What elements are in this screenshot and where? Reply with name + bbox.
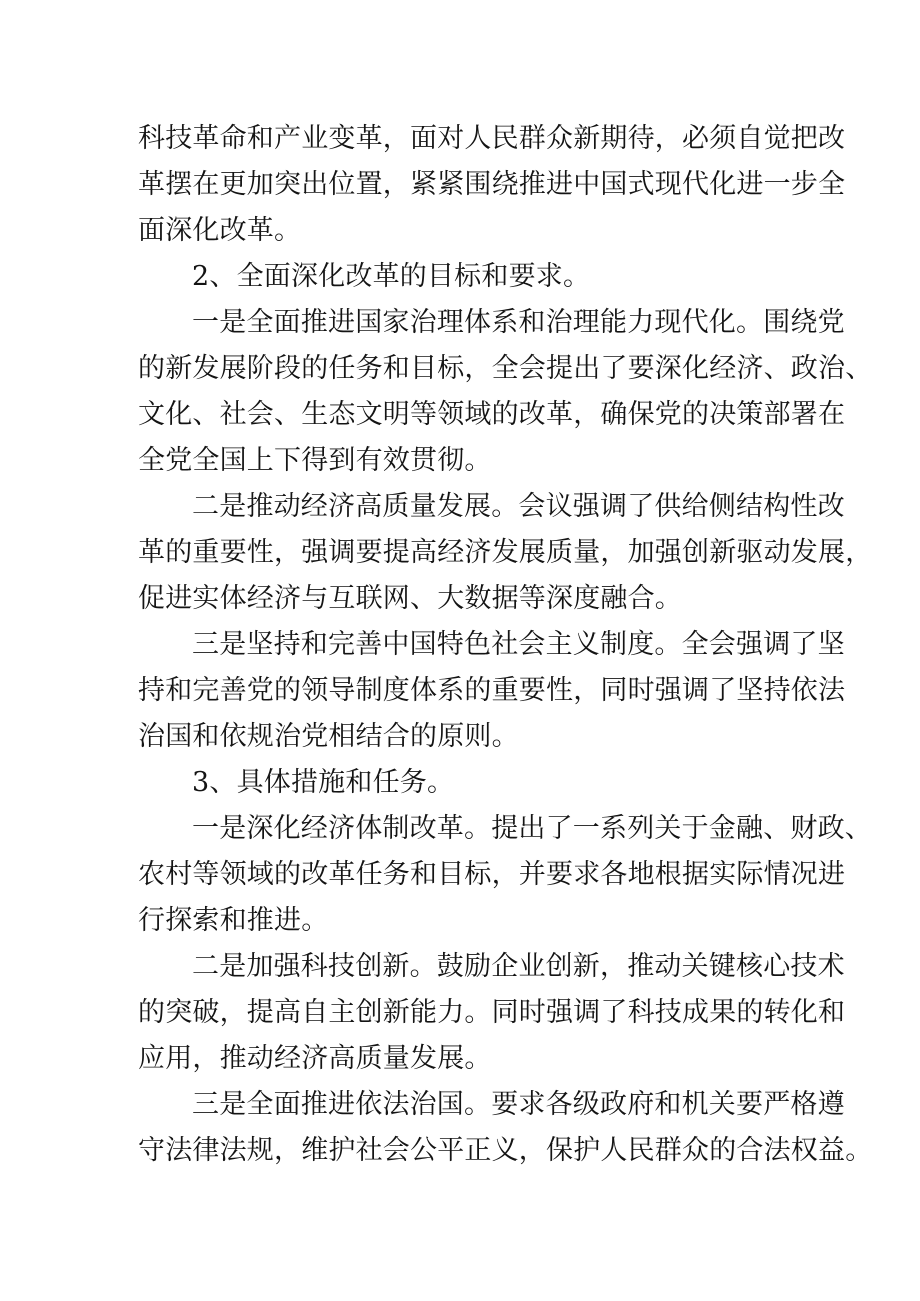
paragraph-system — [138, 622, 846, 760]
text-line: 促进实体经济与互联网、大数据等深度融合。 — [138, 583, 682, 614]
paragraph-economic-reform — [138, 806, 872, 944]
text-line: 文化、社会、生态文明等领域的改革，确保党的决策部署在 — [138, 399, 846, 430]
text-line: 行探索和推进。 — [138, 905, 329, 936]
document-body — [138, 116, 873, 1174]
paragraph-economy — [138, 484, 873, 622]
paragraph-rule-of-law — [138, 1082, 873, 1174]
text-line: 三是坚持和完善中国特色社会主义制度。全会强调了坚 — [192, 629, 845, 660]
section-heading-measures — [138, 760, 798, 806]
text-line: 守法律法规，维护社会公平正义，保护人民群众的合法权益。 — [138, 1135, 873, 1166]
text-line: 革的重要性，强调要提高经济发展质量，加强创新驱动发展， — [138, 537, 873, 568]
text-line: 科技革命和产业变革，面对人民群众新期待，必须自觉把改 — [138, 123, 846, 154]
text-line: 治国和依规治党相结合的原则。 — [138, 721, 519, 752]
text-line: 一是深化经济体制改革。提出了一系列关于金融、财政、 — [192, 813, 872, 844]
text-line: 三是全面推进依法治国。要求各级政府和机关要严格遵 — [192, 1089, 845, 1120]
text-line: 应用，推动经济高质量发展。 — [138, 1043, 492, 1074]
paragraph-innovation — [138, 944, 846, 1082]
text-line: 革摆在更加突出位置，紧紧围绕推进中国式现代化进一步全 — [138, 169, 846, 200]
text-line: 二是加强科技创新。鼓励企业创新，推动关键核心技术 — [192, 951, 845, 982]
text-line: 农村等领域的改革任务和目标，并要求各地根据实际情况进 — [138, 859, 846, 890]
paragraph-governance — [138, 300, 873, 484]
heading-text: 3、具体措施和任务。 — [192, 767, 455, 798]
section-heading-goals — [138, 254, 798, 300]
text-line: 的新发展阶段的任务和目标，全会提出了要深化经济、政治、 — [138, 353, 873, 384]
text-line: 的突破，提高自主创新能力。同时强调了科技成果的转化和 — [138, 997, 846, 1028]
text-line: 全党全国上下得到有效贯彻。 — [138, 445, 492, 476]
heading-text: 2、全面深化改革的目标和要求。 — [192, 261, 591, 292]
paragraph-continuation — [138, 116, 846, 254]
text-line: 持和完善党的领导制度体系的重要性，同时强调了坚持依法 — [138, 675, 846, 706]
text-line: 一是全面推进国家治理体系和治理能力现代化。围绕党 — [192, 307, 845, 338]
text-line: 面深化改革。 — [138, 215, 302, 246]
text-line: 二是推动经济高质量发展。会议强调了供给侧结构性改 — [192, 491, 845, 522]
